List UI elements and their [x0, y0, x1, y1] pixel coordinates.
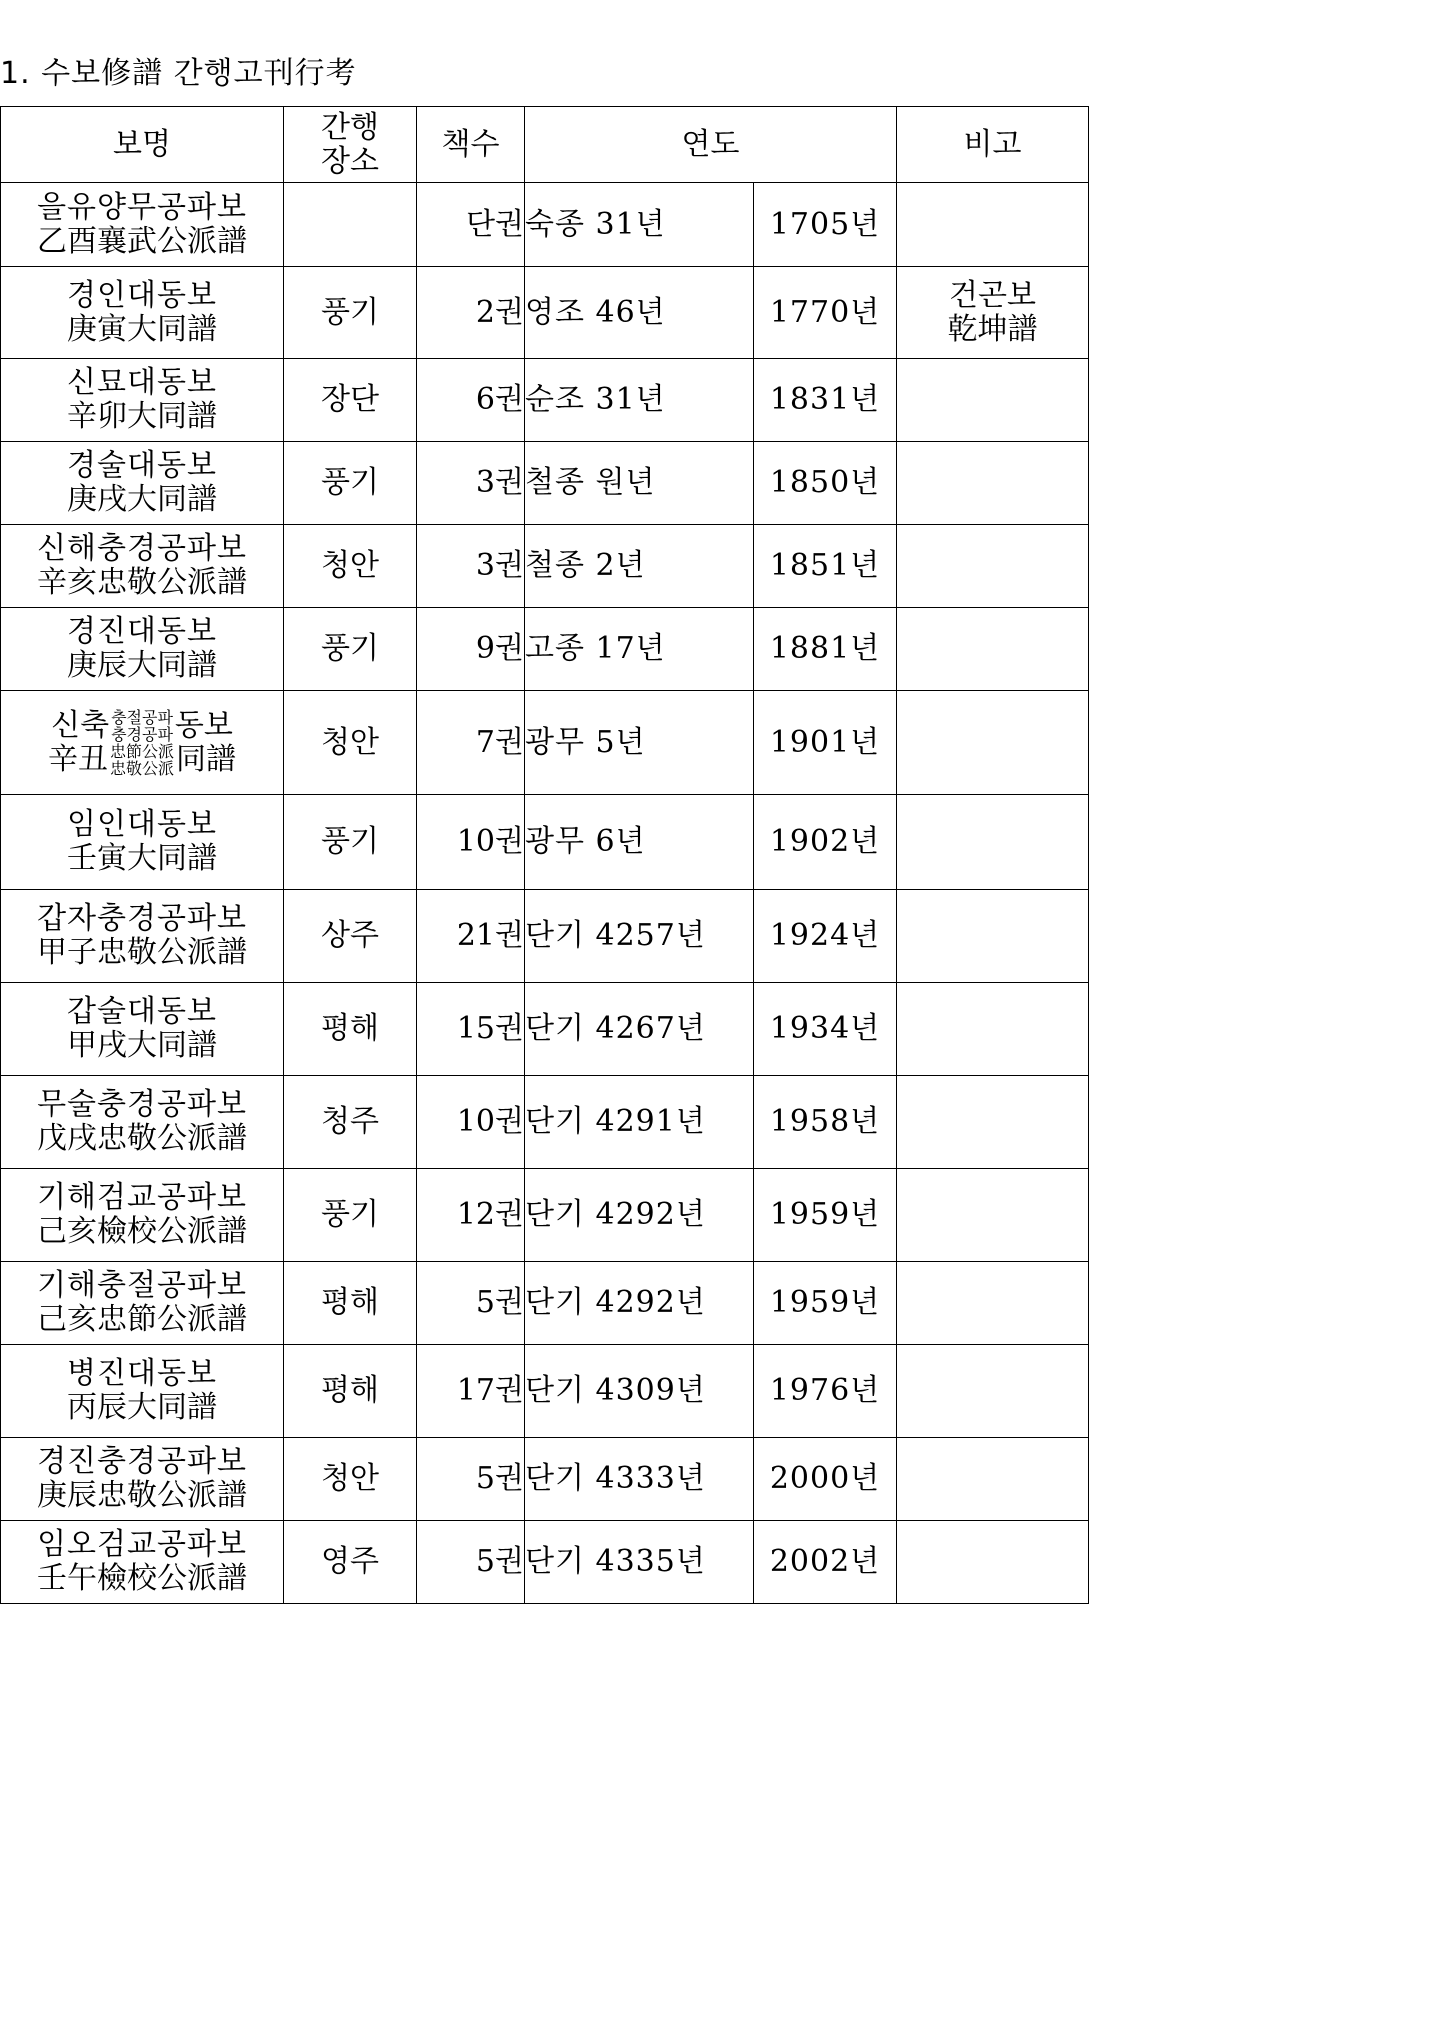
cell-era: 철종 2년 [525, 525, 754, 608]
cell-era: 단기 4267년 [525, 983, 754, 1076]
cell-name [1, 1521, 284, 1604]
table-row [1, 608, 1089, 691]
table-row [1, 1345, 1089, 1438]
cell-volumes: 21권 [417, 890, 525, 983]
cell-place: 장단 [284, 359, 417, 442]
compound-suffix: 同譜 [176, 741, 236, 777]
header-place-line2: 장소 [321, 143, 379, 179]
cell-place: 청안 [284, 1438, 417, 1521]
cell-volumes: 12권 [417, 1169, 525, 1262]
cell-volumes: 15권 [417, 983, 525, 1076]
cell-note [897, 1262, 1089, 1345]
cell-note [897, 608, 1089, 691]
cell-era: 순조 31년 [525, 359, 754, 442]
cell-era: 단기 4257년 [525, 890, 754, 983]
cell-volumes: 9권 [417, 608, 525, 691]
cell-volumes: 5권 [417, 1438, 525, 1521]
cell-place: 평해 [284, 1345, 417, 1438]
cell-era: 단기 4309년 [525, 1345, 754, 1438]
cell-name [1, 1438, 284, 1521]
name-korean: 경진충경공파보 [37, 1444, 247, 1479]
cell-year: 1959년 [754, 1169, 897, 1262]
cell-place: 풍기 [284, 1169, 417, 1262]
name-korean: 갑자충경공파보 [37, 901, 247, 936]
cell-year: 1851년 [754, 525, 897, 608]
cell-place: 평해 [284, 1262, 417, 1345]
cell-name [1, 525, 284, 608]
name-hanja: 庚辰大同譜 [67, 648, 217, 683]
cell-note [897, 691, 1089, 795]
table-row [1, 691, 1089, 795]
table-row [1, 1169, 1089, 1262]
name-korean: 신묘대동보 [67, 365, 217, 400]
cell-name [1, 983, 284, 1076]
cell-volumes: 단권 [417, 183, 525, 267]
cell-place: 상주 [284, 890, 417, 983]
name-korean: 임오검교공파보 [37, 1527, 247, 1562]
cell-volumes: 7권 [417, 691, 525, 795]
compound-prefix: 辛丑 [47, 741, 108, 777]
name-hanja: 戊戌忠敬公派譜 [37, 1121, 247, 1156]
cell-name [1, 890, 284, 983]
cell-place: 풍기 [284, 267, 417, 359]
name-korean: 경진대동보 [67, 614, 217, 649]
name-korean: 임인대동보 [67, 807, 217, 842]
compound-line-han [48, 743, 236, 777]
name-hanja: 己亥忠節公派譜 [37, 1302, 247, 1337]
cell-year: 1958년 [754, 1076, 897, 1169]
cell-note [897, 1345, 1089, 1438]
name-hanja: 庚寅大同譜 [67, 311, 217, 347]
note-line-2: 乾坤譜 [947, 311, 1038, 347]
cell-note [897, 525, 1089, 608]
name-korean: 무술충경공파보 [37, 1087, 247, 1122]
cell-note [897, 890, 1089, 983]
cell-volumes: 3권 [417, 442, 525, 525]
cell-place: 평해 [284, 983, 417, 1076]
cell-year: 1831년 [754, 359, 897, 442]
compound-line-kor [51, 709, 233, 743]
cell-place: 청안 [284, 525, 417, 608]
cell-place: 풍기 [284, 608, 417, 691]
name-hanja: 庚辰忠敬公派譜 [37, 1478, 247, 1513]
cell-year: 1850년 [754, 442, 897, 525]
cell-note [897, 1169, 1089, 1262]
compound-suffix: 동보 [174, 707, 233, 743]
name-korean: 기해충절공파보 [37, 1268, 247, 1303]
header-name: 보명 [1, 107, 284, 183]
cell-note [897, 267, 1089, 359]
name-hanja: 辛卯大同譜 [67, 399, 217, 434]
name-korean: 병진대동보 [67, 1356, 217, 1391]
table-row [1, 1076, 1089, 1169]
cell-name [1, 267, 284, 359]
cell-era: 단기 4292년 [525, 1262, 754, 1345]
cell-name [1, 1345, 284, 1438]
name-hanja: 乙酉襄武公派譜 [37, 223, 247, 259]
table-row [1, 1438, 1089, 1521]
cell-place [284, 183, 417, 267]
cell-year: 1959년 [754, 1262, 897, 1345]
cell-volumes: 10권 [417, 1076, 525, 1169]
name-korean: 기해검교공파보 [37, 1180, 247, 1215]
name-korean: 경인대동보 [67, 277, 217, 313]
cell-name [1, 1262, 284, 1345]
cell-name [1, 1169, 284, 1262]
cell-era: 광무 6년 [525, 795, 754, 890]
table-row [1, 525, 1089, 608]
compound-branches [110, 743, 174, 777]
cell-name [1, 442, 284, 525]
cell-year: 1881년 [754, 608, 897, 691]
cell-era: 단기 4292년 [525, 1169, 754, 1262]
cell-volumes: 10권 [417, 795, 525, 890]
cell-volumes: 3권 [417, 525, 525, 608]
cell-note [897, 442, 1089, 525]
cell-note [897, 359, 1089, 442]
cell-year: 1770년 [754, 267, 897, 359]
name-korean: 경술대동보 [67, 448, 217, 483]
cell-year: 1934년 [754, 983, 897, 1076]
cell-place: 풍기 [284, 795, 417, 890]
name-hanja: 辛亥忠敬公派譜 [37, 565, 247, 600]
table-row [1, 795, 1089, 890]
table-body [1, 183, 1089, 1604]
table-row [1, 983, 1089, 1076]
cell-name [1, 691, 284, 795]
cell-era: 단기 4333년 [525, 1438, 754, 1521]
cell-era: 단기 4335년 [525, 1521, 754, 1604]
compound-branch-2: 忠敬公派 [109, 758, 174, 778]
cell-place: 청안 [284, 691, 417, 795]
cell-year: 2002년 [754, 1521, 897, 1604]
cell-name [1, 1076, 284, 1169]
table-row [1, 1262, 1089, 1345]
cell-note [897, 795, 1089, 890]
table-row [1, 442, 1089, 525]
cell-name [1, 608, 284, 691]
cell-era: 숙종 31년 [525, 183, 754, 267]
cell-note [897, 183, 1089, 267]
cell-note [897, 1076, 1089, 1169]
cell-year: 1901년 [754, 691, 897, 795]
cell-era: 광무 5년 [525, 691, 754, 795]
name-hanja: 丙辰大同譜 [67, 1390, 217, 1425]
cell-place: 영주 [284, 1521, 417, 1604]
compound-name [1, 709, 283, 777]
table-row [1, 267, 1089, 359]
cell-year: 1924년 [754, 890, 897, 983]
name-hanja: 甲戌大同譜 [67, 1028, 217, 1063]
cell-place: 풍기 [284, 442, 417, 525]
cell-place: 청주 [284, 1076, 417, 1169]
name-hanja: 己亥檢校公派譜 [37, 1214, 247, 1249]
compound-branches [111, 709, 173, 743]
cell-name [1, 795, 284, 890]
cell-volumes: 5권 [417, 1521, 525, 1604]
cell-year: 2000년 [754, 1438, 897, 1521]
header-place [284, 107, 417, 183]
compound-prefix: 신축 [51, 707, 110, 743]
page-title: 1. 수보修譜 간행고刊行考 [0, 56, 357, 91]
cell-volumes: 17권 [417, 1345, 525, 1438]
header-place-line1: 간행 [321, 109, 379, 145]
cell-volumes: 2권 [417, 267, 525, 359]
note-line-1: 건곤보 [949, 277, 1036, 313]
table-row [1, 359, 1089, 442]
cell-note [897, 1521, 1089, 1604]
table-row [1, 183, 1089, 267]
table-row [1, 1521, 1089, 1604]
header-year: 연도 [525, 107, 897, 183]
cell-era: 영조 46년 [525, 267, 754, 359]
name-hanja: 壬寅大同譜 [67, 841, 217, 876]
name-hanja: 壬午檢校公派譜 [37, 1561, 247, 1596]
compound-branch-2: 충경공파 [111, 724, 173, 744]
cell-year: 1705년 [754, 183, 897, 267]
header-volumes: 책수 [417, 107, 525, 183]
table-row [1, 890, 1089, 983]
cell-year: 1976년 [754, 1345, 897, 1438]
name-korean: 갑술대동보 [67, 994, 217, 1029]
cell-volumes: 6권 [417, 359, 525, 442]
genealogy-table [0, 106, 1089, 1604]
compound-branch-1: 忠節公派 [109, 741, 174, 761]
table-header-row [1, 107, 1089, 183]
cell-era: 고종 17년 [525, 608, 754, 691]
name-korean: 을유양무공파보 [37, 189, 247, 225]
header-note: 비고 [897, 107, 1089, 183]
cell-name [1, 359, 284, 442]
cell-volumes: 5권 [417, 1262, 525, 1345]
cell-year: 1902년 [754, 795, 897, 890]
name-hanja: 庚戌大同譜 [67, 482, 217, 517]
name-hanja: 甲子忠敬公派譜 [37, 935, 247, 970]
cell-name [1, 183, 284, 267]
compound-branch-1: 충절공파 [111, 707, 173, 727]
name-korean: 신해충경공파보 [37, 531, 247, 566]
cell-note [897, 983, 1089, 1076]
cell-era: 단기 4291년 [525, 1076, 754, 1169]
cell-note [897, 1438, 1089, 1521]
cell-era: 철종 원년 [525, 442, 754, 525]
